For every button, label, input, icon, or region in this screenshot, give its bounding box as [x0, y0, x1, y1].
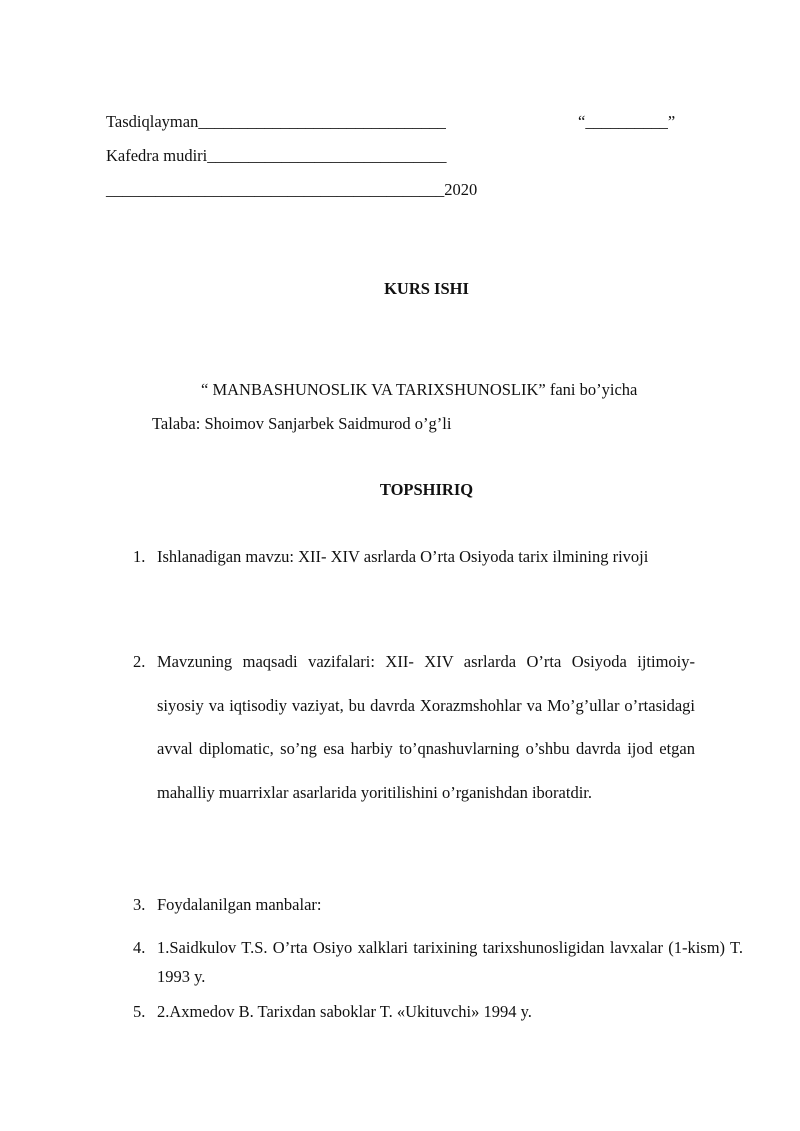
list-item: [133, 895, 693, 915]
list-item-number: 3.: [133, 895, 146, 914]
assignment-title: TOPSHIRIQ: [379, 480, 474, 499]
list-item-number: 2.: [133, 652, 146, 671]
student-line: Talaba: Shoimov Sanjarbek Saidmurod o’g’li: [152, 414, 452, 433]
list-item-text: 1.Saidkulov T.S. O’rta Osiyo xalklari tarixining tarixshunosligidan lavxalar (1-kism) T. 1993 y.: [157, 938, 743, 986]
list-item-text: Mavzuning maqsadi vazifalari: XII- XIV asrlarda O’rta Osiyoda ijtimoiy- siyosiy va iqtisodiy vaziyat, bu davrda Xorazmshohlar va Mo’g’ullar o’rtasidagi avval diplomatic, so’ng esa harbiy to’qnashuvlarning o’shbu davrda ijod etgan mahalliy muarrixlar asarlarida yoritilishini o’rganishdan iboratdir.: [157, 652, 695, 802]
document-title: KURS ISHI: [384, 279, 469, 298]
department-head-line: Kafedra mudiri_____________________________: [106, 146, 447, 165]
list-item-text: Ishlanadigan mavzu: XII- XIV asrlarda O’rta Osiyoda tarix ilmining rivoji: [157, 547, 649, 566]
approval-signature-line: Tasdiqlayman______________________________: [106, 112, 446, 131]
approval-date-blank: “__________”: [578, 112, 676, 131]
subject-line: “ MANBASHUNOSLIK VA TARIXSHUNOSLIK” fani bo’yicha: [201, 380, 638, 399]
list-item-number: 4.: [133, 938, 146, 957]
year-signature-line: _________________________________________2020: [106, 180, 478, 199]
list-item: [133, 1002, 693, 1022]
list-item: [133, 938, 743, 991]
list-item-text: Foydalanilgan manbalar:: [157, 895, 322, 914]
list-item-number: 1.: [133, 547, 146, 566]
list-item-text: 2.Axmedov B. Tarixdan saboklar T. «Ukituvchi» 1994 y.: [157, 1002, 532, 1021]
list-item-number: 5.: [133, 1002, 146, 1021]
list-item: [133, 652, 695, 814]
list-item: [133, 547, 693, 567]
